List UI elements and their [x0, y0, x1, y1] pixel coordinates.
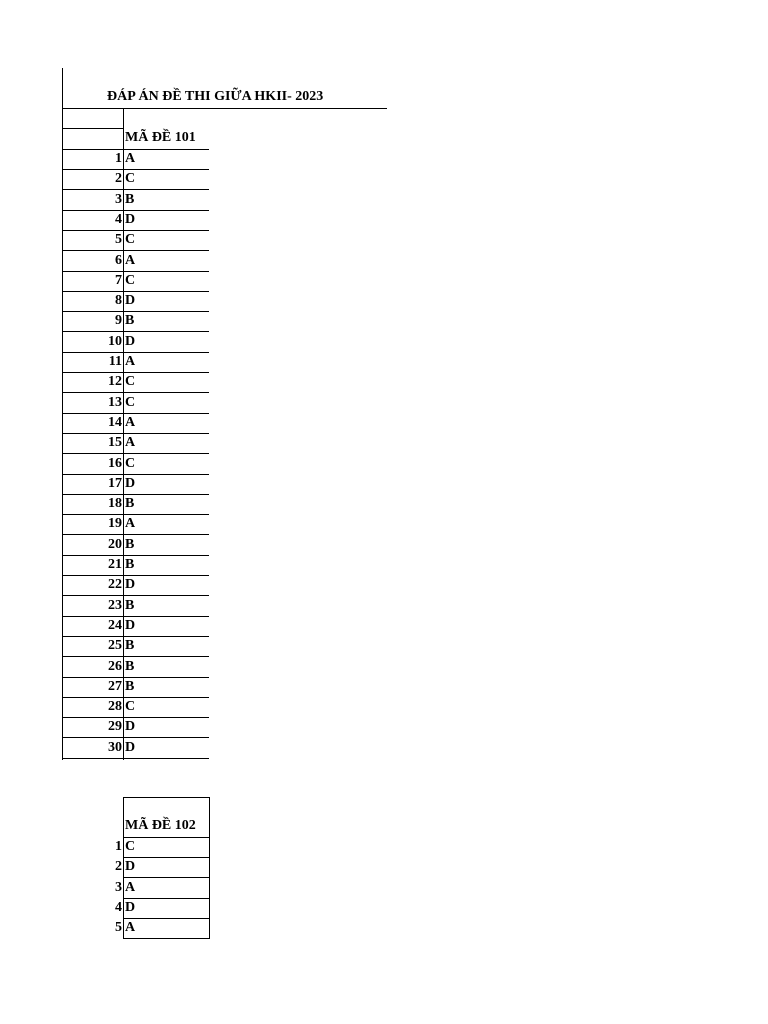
answer-row [63, 169, 209, 189]
question-number: 27 [108, 678, 122, 694]
answer-letter: D [125, 739, 136, 755]
answer-letter: D [125, 617, 136, 633]
question-number: 8 [115, 293, 122, 309]
answer-row [63, 271, 209, 291]
question-number: 11 [108, 354, 122, 369]
row-rule [123, 938, 210, 939]
answer-row [63, 697, 209, 717]
row-divider [62, 128, 124, 129]
section-101-header: MÃ ĐỀ 101 [125, 130, 196, 145]
answer-letter: B [125, 678, 135, 694]
answer-letter: A [125, 252, 136, 268]
answer-letter: A [125, 414, 136, 430]
answer-row [63, 535, 209, 555]
answer-letter: C [125, 374, 136, 390]
answer-row [63, 837, 209, 857]
question-number: 5 [115, 232, 122, 248]
answer-letter: B [125, 638, 135, 654]
question-number: 29 [108, 719, 122, 735]
answer-row [63, 514, 209, 534]
answer-row [63, 918, 209, 938]
question-number: 30 [108, 739, 122, 755]
question-number: 25 [108, 638, 122, 654]
answer-letter: B [125, 658, 135, 674]
answer-letter: C [125, 272, 136, 288]
answer-row [63, 454, 209, 474]
answer-row [63, 433, 209, 453]
answer-letter: A [125, 151, 136, 166]
answer-letter: D [125, 859, 136, 875]
answer-letter: D [125, 577, 136, 593]
answer-letter: A [125, 920, 136, 936]
answer-row [63, 210, 209, 230]
answer-letter: B [125, 313, 135, 329]
answer-row [63, 311, 209, 331]
question-number: 3 [115, 191, 122, 207]
answer-row [63, 878, 209, 898]
answer-row [63, 555, 209, 575]
question-number: 1 [115, 151, 122, 166]
answer-letter: C [125, 171, 136, 187]
row-rule [62, 758, 209, 759]
answer-letter: D [125, 211, 136, 227]
answer-row [63, 494, 209, 514]
question-number: 16 [108, 455, 122, 471]
question-number: 1 [115, 839, 122, 854]
question-number: 19 [108, 516, 122, 532]
question-number: 13 [108, 394, 122, 410]
answer-row [63, 636, 209, 656]
question-number: 23 [108, 597, 122, 613]
answer-row [63, 657, 209, 677]
question-number: 3 [115, 879, 122, 895]
answer-letter: B [125, 496, 135, 512]
answer-letter: D [125, 719, 136, 735]
answer-row [63, 738, 209, 758]
question-number: 18 [108, 496, 122, 512]
answer-row [63, 413, 209, 433]
question-number: 5 [115, 920, 122, 936]
question-number: 9 [115, 313, 122, 329]
answer-row [63, 393, 209, 413]
answer-letter: C [125, 839, 136, 854]
question-number: 2 [115, 859, 122, 875]
answer-row [63, 230, 209, 250]
answer-row [63, 332, 209, 352]
question-number: 28 [108, 699, 122, 715]
question-number: 12 [108, 374, 122, 390]
question-number: 7 [115, 272, 122, 288]
answer-row [63, 717, 209, 737]
question-number: 17 [108, 475, 122, 491]
answer-letter: A [125, 354, 136, 369]
answer-row [63, 474, 209, 494]
title-underline [62, 108, 387, 109]
question-number: 20 [108, 536, 122, 552]
answer-letter: A [125, 879, 136, 895]
question-number: 2 [115, 171, 122, 187]
question-number: 4 [115, 899, 122, 915]
question-number: 24 [108, 617, 122, 633]
answer-row [63, 190, 209, 210]
question-number: 14 [108, 414, 122, 430]
answer-row [63, 291, 209, 311]
answer-row [63, 616, 209, 636]
question-number: 26 [108, 658, 122, 674]
answer-letter: D [125, 899, 136, 915]
answer-row [63, 677, 209, 697]
answer-letter: A [125, 435, 136, 451]
answer-row [63, 857, 209, 877]
answer-letter: C [125, 394, 136, 410]
answer-letter: B [125, 557, 135, 572]
answer-letter: A [125, 516, 136, 532]
answer-letter: B [125, 191, 135, 207]
answer-letter: D [125, 333, 136, 349]
answer-row [63, 372, 209, 392]
answer-letter: C [125, 232, 136, 248]
question-number: 15 [108, 435, 122, 451]
answer-row [63, 251, 209, 271]
question-number: 6 [115, 252, 122, 268]
answer-letter: B [125, 536, 135, 552]
answer-row [63, 596, 209, 616]
question-number: 10 [108, 333, 122, 349]
question-number: 4 [115, 211, 122, 227]
answer-letter: D [125, 293, 136, 309]
question-number: 21 [108, 557, 122, 572]
answer-row [63, 149, 209, 169]
answer-row [63, 575, 209, 595]
answer-letter: C [125, 455, 136, 471]
table2-top-border [123, 797, 210, 798]
answer-row [63, 898, 209, 918]
answer-letter: C [125, 699, 136, 715]
question-number: 22 [108, 577, 122, 593]
answer-row [63, 352, 209, 372]
section-102-header: MÃ ĐỀ 102 [125, 818, 196, 833]
answer-letter: D [125, 475, 136, 491]
page-title: ĐÁP ÁN ĐỀ THI GIỮA HKII- 2023 [107, 89, 324, 104]
answer-letter: B [125, 597, 135, 613]
